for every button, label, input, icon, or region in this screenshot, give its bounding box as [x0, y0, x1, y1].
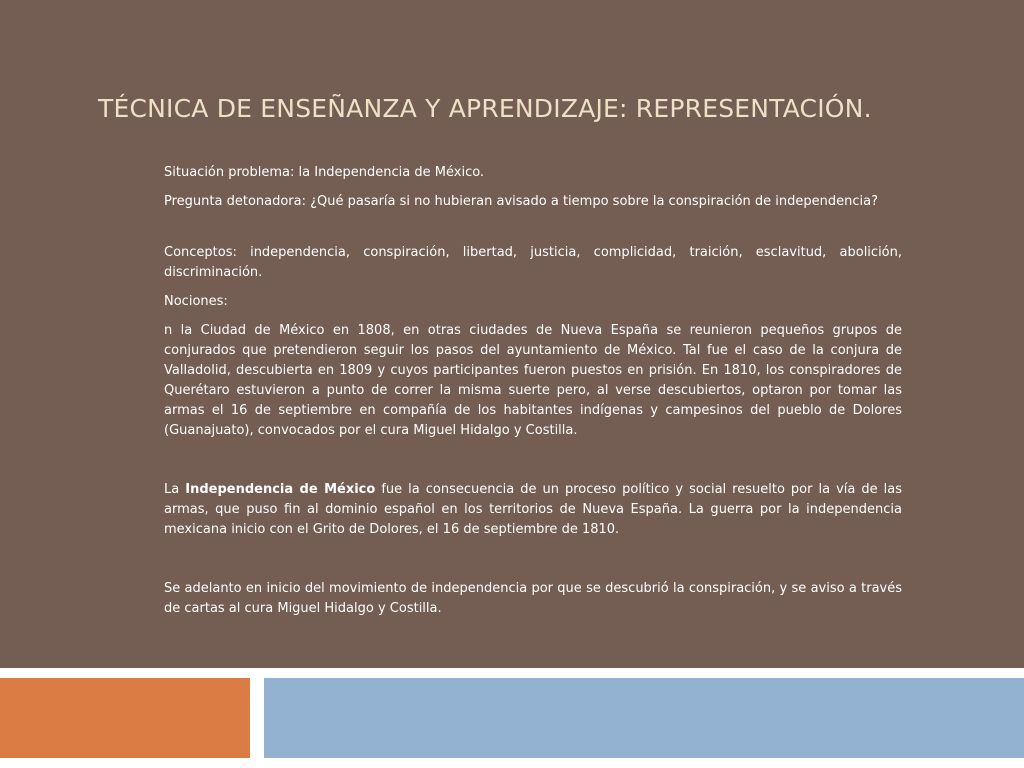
nociones-paragraph: n la Ciudad de México en 1808, en otras ciudades de Nueva España se reunieron pequeños grupos de conjurados que pretendieron seguir los pasos del ayuntamiento de México. Tal fue el caso de la conjura de Valladolid, descubierta en 1809 y cuyos participantes fueron puestos en prisión. En 1810, los conspiradores de Querétaro estuvieron a punto de correr la misma suerte pero, al verse descubiertos, optaron por tomar las armas el 16 de septiembre en compañía de los habitantes indígenas y campesinos del pueblo de Dolores (Guanajuato), convocados por el cura Miguel Hidalgo y Costilla. [164, 323, 902, 438]
divider [0, 668, 1024, 675]
slide-body [164, 163, 902, 628]
independencia-paragraph [164, 480, 902, 540]
blue-accent-block [264, 678, 1024, 758]
situacion-paragraph: Situación problema: la Independencia de México. [164, 165, 485, 180]
independencia-term: Independencia de México [185, 482, 376, 497]
conceptos-paragraph: Conceptos: independencia, conspiración, libertad, justicia, complicidad, traición, esclavitud, abolición, discriminación. [164, 245, 902, 280]
nociones-label: Nociones: [164, 294, 228, 309]
conclusion-paragraph: Se adelanto en inicio del movimiento de independencia por que se descubrió la conspiración, y se aviso a través de cartas al cura Miguel Hidalgo y Costilla. [164, 581, 902, 616]
independencia-prefix: La [164, 482, 186, 497]
independencia-text: fue la consecuencia de un proceso político y social resuelto por la vía de las armas, que puso fin al dominio español en los territorios de Nueva España. La guerra por la independencia mexicana inicio con el Grito de Dolores, el 16 de septiembre de 1810. [164, 482, 902, 537]
slide-title: TÉCNICA DE ENSEÑANZA Y APRENDIZAJE: REPRESENTACIÓN. [98, 94, 872, 123]
orange-accent-block [0, 678, 250, 758]
pregunta-paragraph: Pregunta detonadora: ¿Qué pasaría si no hubieran avisado a tiempo sobre la conspiración de independencia? [164, 194, 879, 209]
